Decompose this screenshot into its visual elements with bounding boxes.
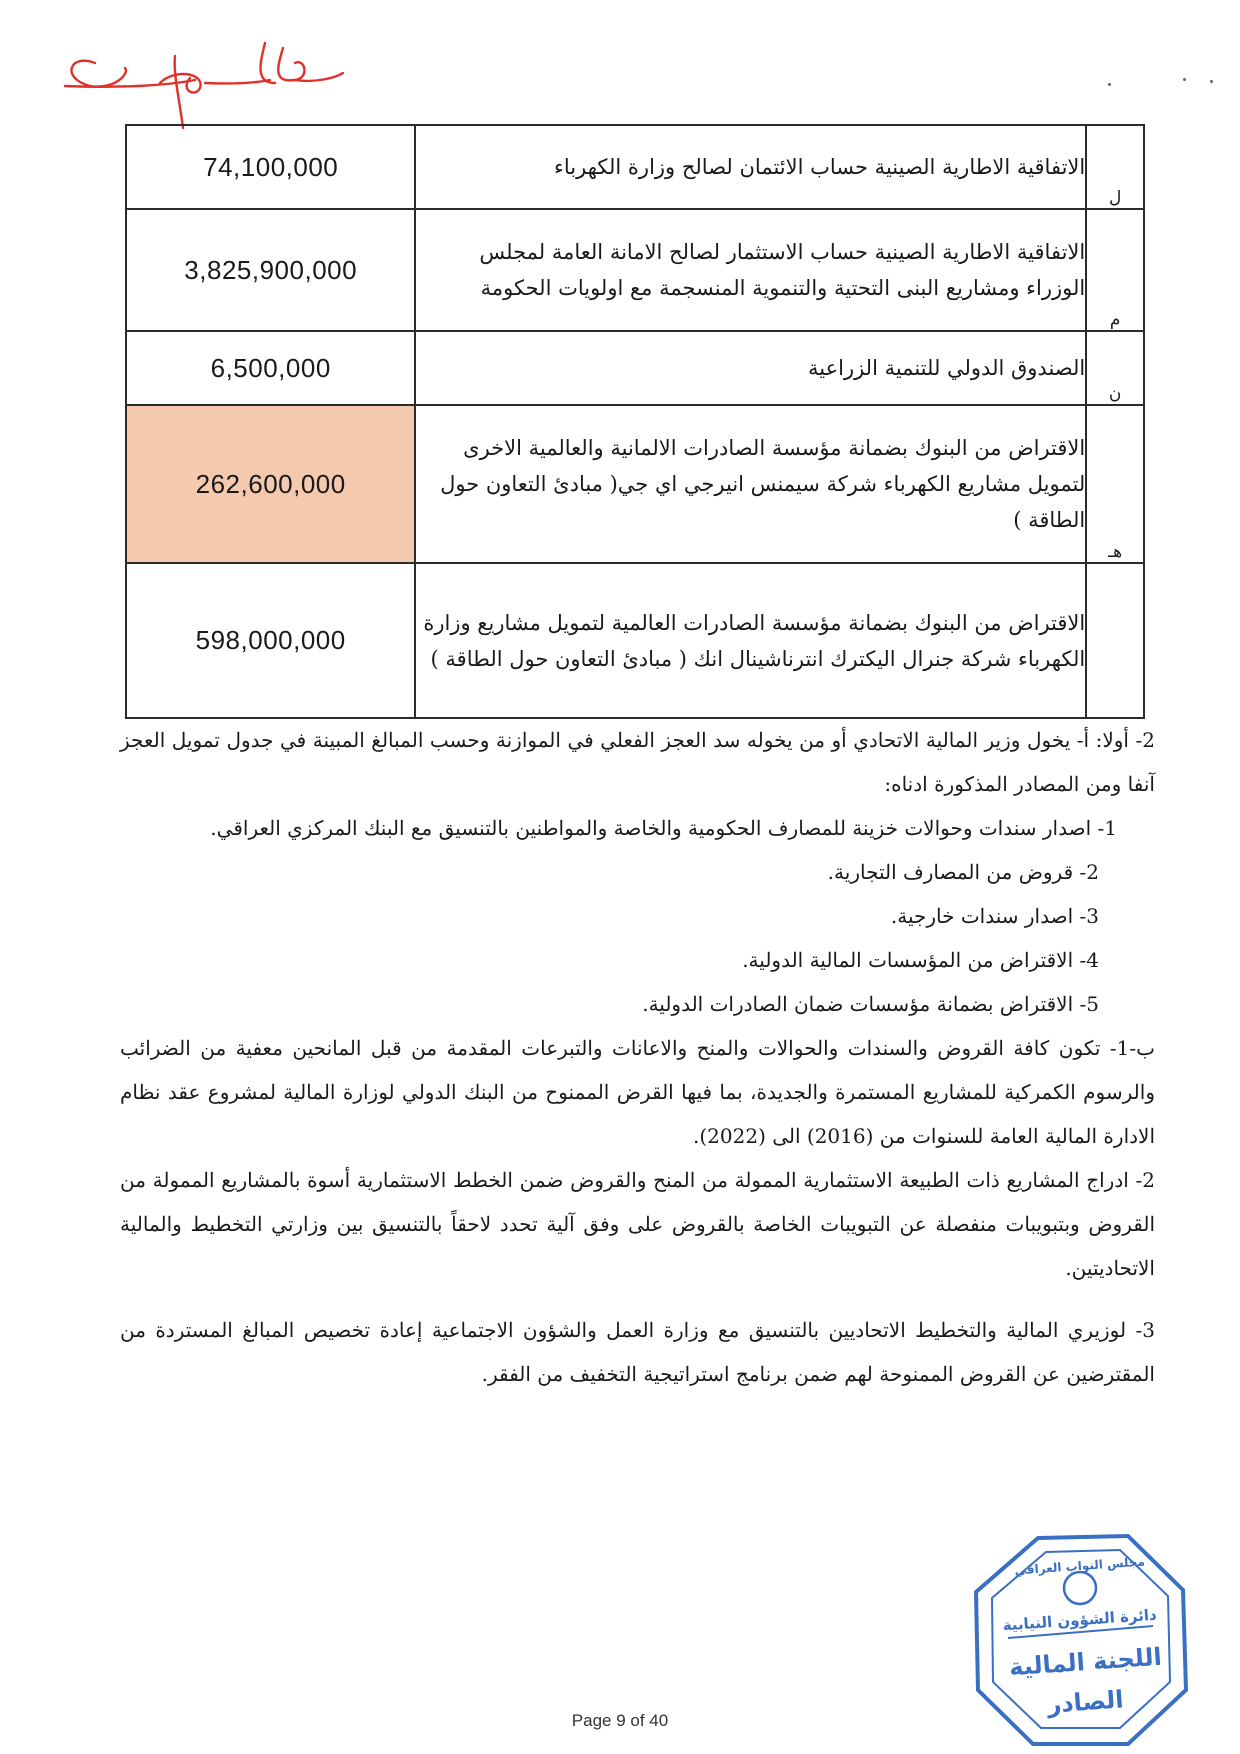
item-1: 1- اصدار سندات وحوالات خزينة للمصارف الحكومية والخاصة والمواطنين بالتنسيق مع البنك المركزي العراقي. (210, 816, 1117, 840)
row-amount: 6,500,000 (126, 331, 415, 405)
item-2: 2- قروض من المصارف التجارية. (827, 860, 1099, 884)
paragraph-b2: 2- ادراج المشاريع ذات الطبيعة الاستثمارية الممولة من المنح والقروض ضمن الخطط الاستثمارية أسوة بالمشاريع الممولة من القروض وبتبويبات منفصلة عن التبويبات الخاصة بالقروض على وفق آلية تحدد لاحقاً بالتنسيق بين وزارتي التخطيط والمالية الاتحاديتين. (120, 1168, 1155, 1280)
stamp-top-text: مجلس النواب العراقي (1014, 1554, 1146, 1578)
row-description: الاتفاقية الاطارية الصينية حساب الاستثمار لصالح الامانة العامة لمجلس الوزراء ومشاريع البنى التحتية والتنموية المنسجمة مع اولويات الحكومة (415, 209, 1086, 331)
table-row (126, 331, 1144, 405)
row-description: الصندوق الدولي للتنمية الزراعية (415, 331, 1086, 405)
handwritten-signature (55, 28, 345, 133)
row-letter: ل (1086, 125, 1144, 209)
row-description: الاقتراض من البنوك بضمانة مؤسسة الصادرات الالمانية والعالمية الاخرى لتمويل مشاريع الكهرباء شركة سيمنس انيرجي اي جي( مبادئ التعاون حول الطاقة ) (415, 405, 1086, 563)
paragraph-b3: 3- لوزيري المالية والتخطيط الاتحاديين بالتنسيق مع وزارة العمل والشؤون الاجتماعية إعادة تخصيص المبالغ المستردة من المقترضين عن القروض الممنوحة لهم ضمن برنامج استراتيجية التخفيف من الفقر. (120, 1318, 1155, 1386)
row-amount: 3,825,900,000 (126, 209, 415, 331)
item-5: 5- الاقتراض بضمانة مؤسسات ضمان الصادرات الدولية. (642, 992, 1099, 1016)
row-description: الاقتراض من البنوك بضمانة مؤسسة الصادرات العالمية لتمويل مشاريع وزارة الكهرباء شركة جنرال اليكترك انترناشينال انك ( مبادئ التعاون حول الطاقة ) (415, 563, 1086, 718)
speck (1183, 78, 1186, 81)
row-amount-highlighted: 262,600,000 (126, 405, 415, 563)
speck (1108, 83, 1111, 86)
item-4: 4- الاقتراض من المؤسسات المالية الدولية. (742, 948, 1099, 972)
stamp-line2-text: الصادر (1046, 1685, 1125, 1719)
stamp-middle-text: دائرة الشؤون النيابية (1002, 1605, 1158, 1635)
paragraph-b1: ب-1- تكون كافة القروض والسندات والحوالات والمنح والاعانات والتبرعات المقدمة من قبل المانحين معفية من الضرائب والرسوم الكمركية للمشاريع المستمرة والجديدة، بما فيها القرض الممنوح من البنك الدولي لوزارة المالية لمشروع عقد نظام الادارة المالية العامة للسنوات من (2016) الى (2022). (120, 1036, 1155, 1148)
table-row (126, 209, 1144, 331)
row-letter (1086, 563, 1144, 718)
row-letter: ن (1086, 331, 1144, 405)
speck (1210, 80, 1213, 83)
row-amount: 74,100,000 (126, 125, 415, 209)
row-letter: هـ (1086, 405, 1144, 563)
stamp-line1-text: اللجنة المالية (1008, 1642, 1163, 1682)
table-row (126, 125, 1144, 209)
page-number: Page 9 of 40 (571, 1711, 669, 1730)
table-row (126, 563, 1144, 718)
funding-table (125, 124, 1145, 719)
body-text (120, 718, 1155, 1396)
item-3: 3- اصدار سندات خارجية. (890, 904, 1099, 928)
row-description: الاتفاقية الاطارية الصينية حساب الائتمان لصالح وزارة الكهرباء (415, 125, 1086, 209)
paragraph-2-first: 2- أولا: أ- يخول وزير المالية الاتحادي أو من يخوله سد العجز الفعلي في الموازنة وحسب المبالغ المبينة في جدول تمويل العجز آنفا ومن المصادر المذكورة ادناه: (120, 728, 1155, 796)
row-letter: م (1086, 209, 1144, 331)
table-row (126, 405, 1144, 563)
row-amount: 598,000,000 (126, 563, 415, 718)
